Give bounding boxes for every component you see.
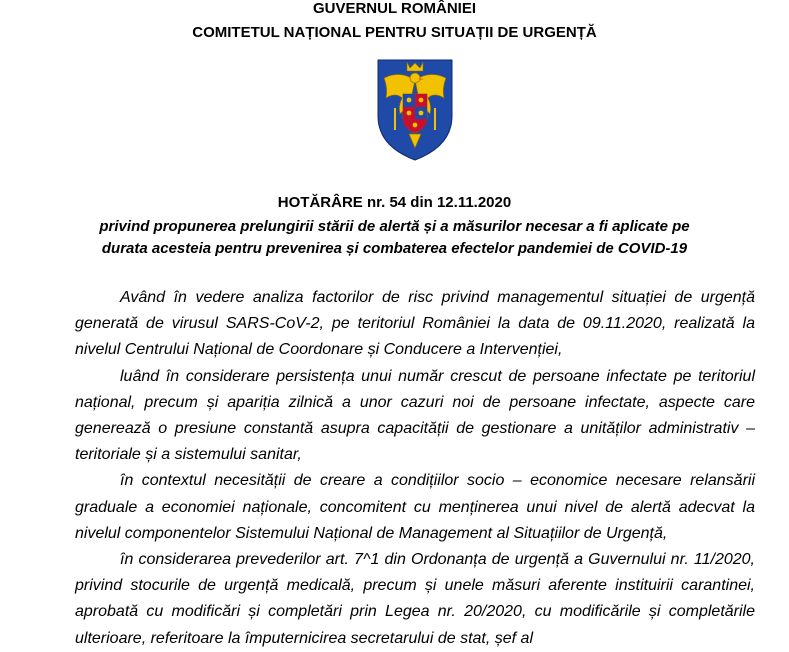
committee-heading: COMITETUL NAȚIONAL PENTRU SITUAȚII DE URGENȚĂ — [192, 24, 597, 41]
paragraph: în contextul necesității de creare a condițiilor socio – economice necesare relansării graduale a economiei naționale, concomitent cu menținerea unui nivel de alertă adecvat la nivelul componentelor Sistemului Național de Management al Situațiilor de Urgență, — [75, 472, 755, 542]
decision-body — [75, 285, 755, 652]
government-heading: GUVERNUL ROMÂNIEI — [312, 0, 477, 17]
decision-title: HOTĂRÂRE nr. 54 din 12.11.2020 — [277, 194, 512, 211]
decision-subtitle-line: privind propunerea prelungirii stării de alertă și a măsurilor necesar a fi aplicate pe — [99, 218, 690, 235]
decision-subtitle-line: durata acesteia pentru prevenirea și combaterea efectelor pandemiei de COVID-19 — [101, 240, 688, 257]
paragraph: în considerarea prevederilor art. 7^1 din Ordonanța de urgență a Guvernului nr. 11/2020, privind stocurile de urgență medicală, precum și unele măsuri aferente instituirii carantinei, aprobată cu modificări și completări prin Legea nr. 20/2020, cu modificările și completările ulterioare, referitoare la împuternicirea secretarului de stat, șef al — [75, 551, 755, 647]
romania-coat-of-arms-icon — [376, 58, 454, 162]
paragraph: Având în vedere analiza factorilor de risc privind managementul situației de urgență generată de virusul SARS-CoV-2, pe teritoriul României la data de 09.11.2020, realizată la nivelul Centrului Național de Coordonare și Conducere a Intervenției, — [75, 289, 755, 359]
paragraph: luând în considerare persistența unui număr crescut de persoane infectate pe teritoriul național, precum și apariția zilnică a unor cazuri noi de persoane infectate, aspecte care generează o presiune constantă asupra capacității de gestionare a unităților administrativ – teritoriale și a sistemului sanitar, — [75, 367, 755, 464]
